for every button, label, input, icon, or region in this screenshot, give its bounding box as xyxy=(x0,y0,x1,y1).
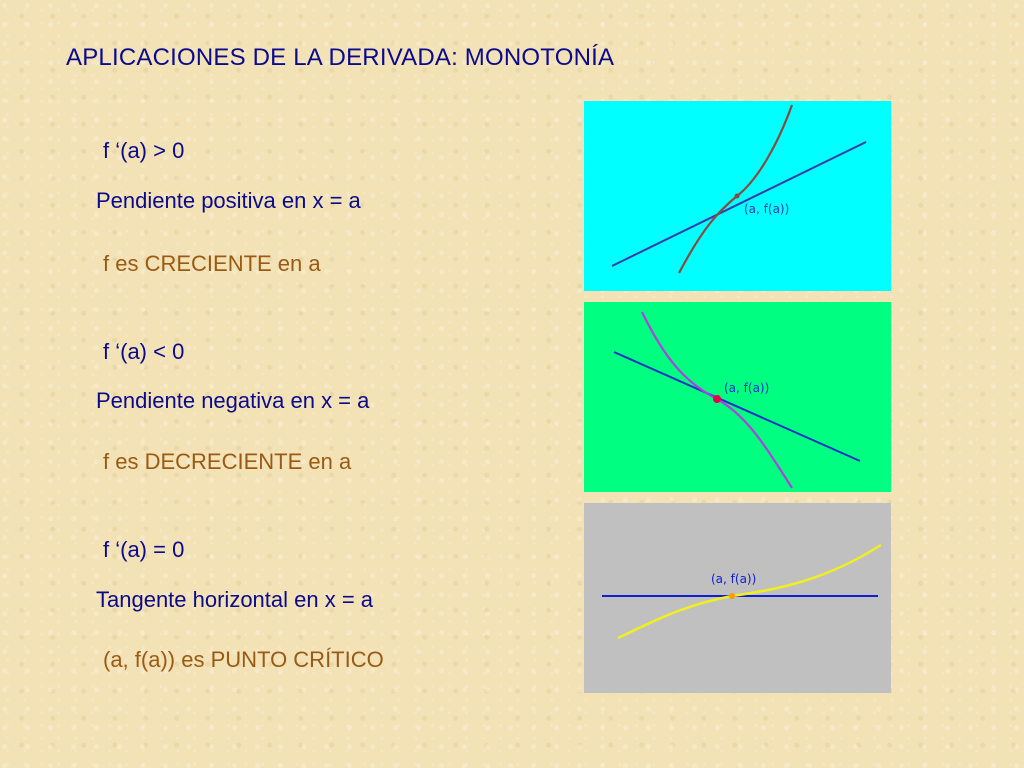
description-positive: Pendiente positiva en x = a xyxy=(96,188,361,213)
graph-increasing xyxy=(584,101,891,291)
point-label: (a, f(a)) xyxy=(724,381,770,395)
tangent-line xyxy=(612,142,866,266)
conclusion-increasing: f es CRECIENTE en a xyxy=(103,251,321,276)
conclusion-critical-point: (a, f(a)) es PUNTO CRÍTICO xyxy=(103,647,384,672)
conclusion-decreasing: f es DECRECIENTE en a xyxy=(103,449,352,474)
graph-panel-increasing xyxy=(584,101,891,291)
function-curve xyxy=(618,545,881,638)
function-curve xyxy=(679,105,792,273)
tangent-line xyxy=(614,352,860,461)
condition-negative: f ‘(a) < 0 xyxy=(103,339,185,364)
tangent-point xyxy=(713,395,721,403)
condition-zero: f ‘(a) = 0 xyxy=(103,537,185,562)
graph-critical xyxy=(584,503,891,693)
description-negative: Pendiente negativa en x = a xyxy=(96,388,370,413)
point-label: (a, f(a)) xyxy=(744,202,790,216)
condition-positive: f ‘(a) > 0 xyxy=(103,138,185,163)
graph-panel-critical xyxy=(584,503,891,693)
point-label: (a, f(a)) xyxy=(711,572,757,586)
tangent-point xyxy=(735,194,740,199)
page-title: APLICACIONES DE LA DERIVADA: MONOTONÍA xyxy=(66,44,615,71)
tangent-point xyxy=(729,593,735,599)
graph-decreasing xyxy=(584,302,891,492)
description-zero: Tangente horizontal en x = a xyxy=(96,587,374,612)
graph-panel-decreasing xyxy=(584,302,891,492)
